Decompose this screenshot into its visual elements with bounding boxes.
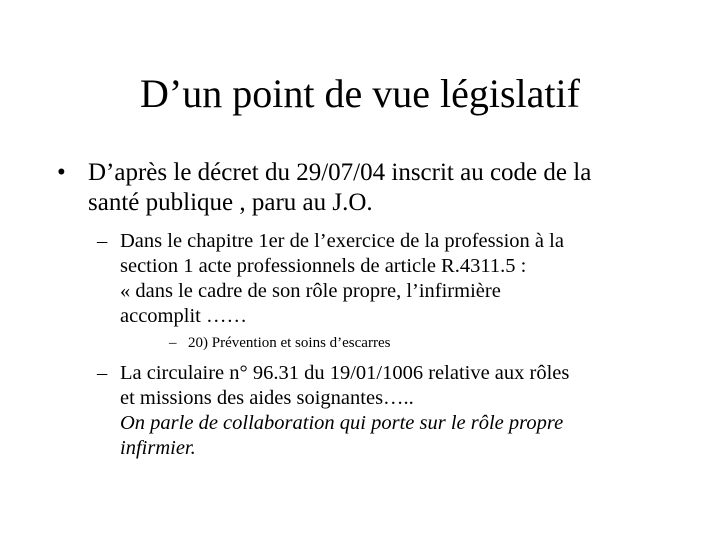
subbullet-line: « dans le cadre de son rôle propre, l’infirmière <box>120 280 501 302</box>
subbullet-line: section 1 acte professionnels de article R.4311.5 : <box>120 255 527 277</box>
subbullet-italic-line: infirmier. <box>120 437 196 459</box>
bullet-text-decret <box>88 158 678 218</box>
dash-icon: – <box>169 335 177 351</box>
dash-icon: – <box>97 230 108 252</box>
slide-title: D’un point de vue législatif <box>140 71 580 116</box>
subbullet-line: accomplit …… <box>120 305 247 327</box>
bullet-line: santé publique , paru au J.O. <box>88 189 373 216</box>
subbullet-line: et missions des aides soignantes….. <box>120 387 414 409</box>
dash-icon: – <box>97 362 108 384</box>
subbullet-italic-line: On parle de collaboration qui porte sur le rôle propre <box>120 412 564 434</box>
subbullet-line: La circulaire n° 96.31 du 19/01/1006 relative aux rôles <box>120 362 570 384</box>
bullet-icon: • <box>57 159 66 186</box>
subbullet-circulaire <box>120 361 680 461</box>
subbullet-line: Dans le chapitre 1er de l’exercice de la profession à la <box>120 230 564 252</box>
subbullet-chapitre <box>120 229 680 329</box>
subsubbullet-prevention: 20) Prévention et soins d’escarres <box>188 335 391 351</box>
bullet-line: D’après le décret du 29/07/04 inscrit au code de la <box>88 159 592 186</box>
